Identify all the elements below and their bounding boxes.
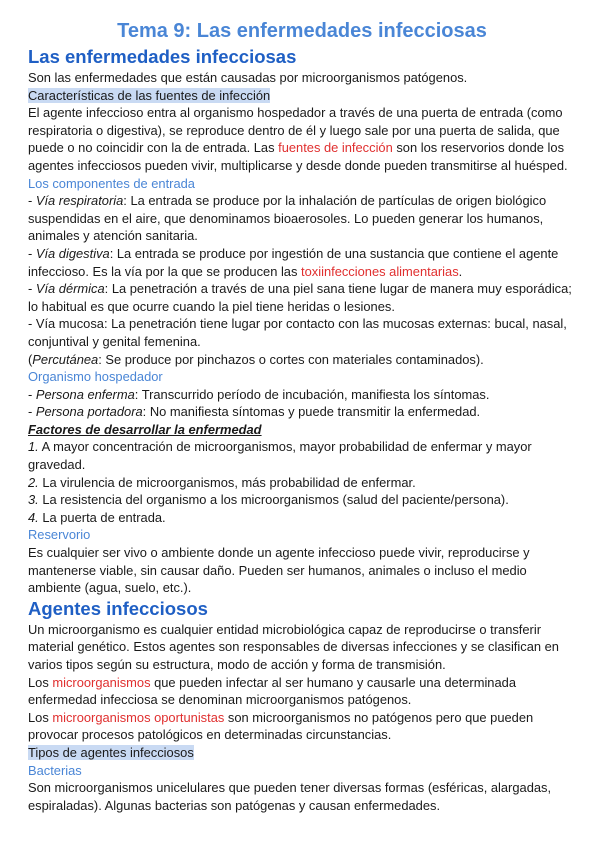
term-toxiinfecciones: toxiinfecciones alimentarias [301, 263, 459, 279]
subheading-factores: Factores de desarrollar la enfermedad [28, 421, 262, 437]
item-persona-portadora: - Persona portadora: No manifiesta síntomas y puede transmitir la enfermedad. [28, 404, 481, 420]
agentes-paragraph-1: Un microorganismo es cualquier entidad microbiológica capaz de reproducirse o transferir material genético. Estos agentes son responsables de diversas infecciones y se clasifican en varios tipos según su estructura, modo de acción y forma de transmisión. [28, 621, 559, 672]
highlighted-heading: Características de las fuentes de infección [28, 87, 271, 103]
term-microorganismos: microorganismos [52, 674, 151, 690]
subheading-componentes: Los componentes de entrada [28, 175, 195, 191]
factor-4: 4. La puerta de entrada. [28, 509, 166, 525]
factor-2: 2. La virulencia de microorganismos, más probabilidad de enfermar. [28, 474, 416, 490]
item-via-mucosa: - Vía mucosa: La penetración tiene lugar por contacto con las mucosas externas: bucal, nasal, conjuntival y genital femenina. [28, 316, 567, 349]
intro-paragraph: Son las enfermedades que están causadas por microorganismos patógenos. [28, 70, 468, 85]
bacterias-paragraph: Son microorganismos unicelulares que pueden tener diversas formas (esféricas, alargadas, espiraladas). Algunas bacterias son patógenas y causan enfermedades. [28, 780, 552, 813]
subheading-organismo-hospedador: Organismo hospedador [28, 369, 163, 385]
document-page [28, 18, 576, 814]
caracteristicas-paragraph: El agente infeccioso entra al organismo hospedador a través de una puerta de entrada (como respiratoria o digestiva), se reproduce dentro de él y luego sale por una puerta de salida, que puede o no coincidir con la de entrada. Las fuentes de infección son los reservorios donde los agentes infecciosos pueden vivir, multiplicarse y desde donde pueden transmitirse al huésped. [28, 105, 568, 173]
section-heading-enfermedades: Las enfermedades infecciosas [28, 46, 297, 67]
subheading-caracteristicas [28, 87, 576, 105]
page-title: Tema 9: Las enfermedades infecciosas [117, 20, 487, 42]
factor-1: 1. A mayor concentración de microorganismos, mayor probabilidad de enfermar y mayor gravedad. [28, 439, 532, 473]
term-microorganismos-oportunistas: microorganismos oportunistas [52, 709, 225, 725]
agentes-paragraph-3: Los microorganismos oportunistas son microorganismos no patógenos pero que pueden provocar procesos patológicos en determinadas circunstancias. [28, 709, 534, 743]
highlighted-heading: Tipos de agentes infecciosos [28, 744, 194, 760]
subheading-tipos [28, 744, 576, 762]
item-via-respiratoria: - Vía respiratoria: La entrada se produce por la inhalación de partículas de origen biológico suspendidas en el aire, que denominamos bioaerosoles. Lo pueden generar los humanos, animales y atención sanitaria. [28, 193, 547, 244]
subheading-reservorio: Reservorio [28, 527, 91, 543]
section-heading-agentes: Agentes infecciosos [28, 597, 208, 619]
item-via-dermica: - Vía dérmica: La penetración a través de una piel sana tiene lugar de manera muy esporádica; lo habitual es que ocurre cuando la piel tiene heridas o lesiones. [28, 281, 572, 314]
reservorio-paragraph: Es cualquier ser vivo o ambiente donde un agente infeccioso puede vivir, reproducirse y mantenerse viable, sin causar daño. Pueden ser humanos, animales o incluso el medio ambiente (agua, suelo, etc.). [28, 545, 530, 596]
item-persona-enferma: - Persona enferma: Transcurrido período de incubación, manifiesta los síntomas. [28, 386, 490, 402]
subheading-bacterias: Bacterias [28, 762, 82, 778]
factor-3: 3. La resistencia del organismo a los microorganismos (salud del paciente/persona). [28, 492, 509, 508]
item-via-digestiva: - Vía digestiva: La entrada se produce por ingestión de una sustancia que contiene el agente infeccioso. Es la vía por la que se producen las toxiinfecciones alimentarias. [28, 245, 559, 279]
term-fuentes-infeccion: fuentes de infección [278, 140, 393, 156]
item-percutanea: (Percutánea: Se produce por pinchazos o cortes con materiales contaminados). [28, 351, 484, 367]
agentes-paragraph-2: Los microorganismos que pueden infectar al ser humano y causarle una determinada enfermedad infecciosa se denominan microorganismos patógenos. [28, 674, 516, 708]
